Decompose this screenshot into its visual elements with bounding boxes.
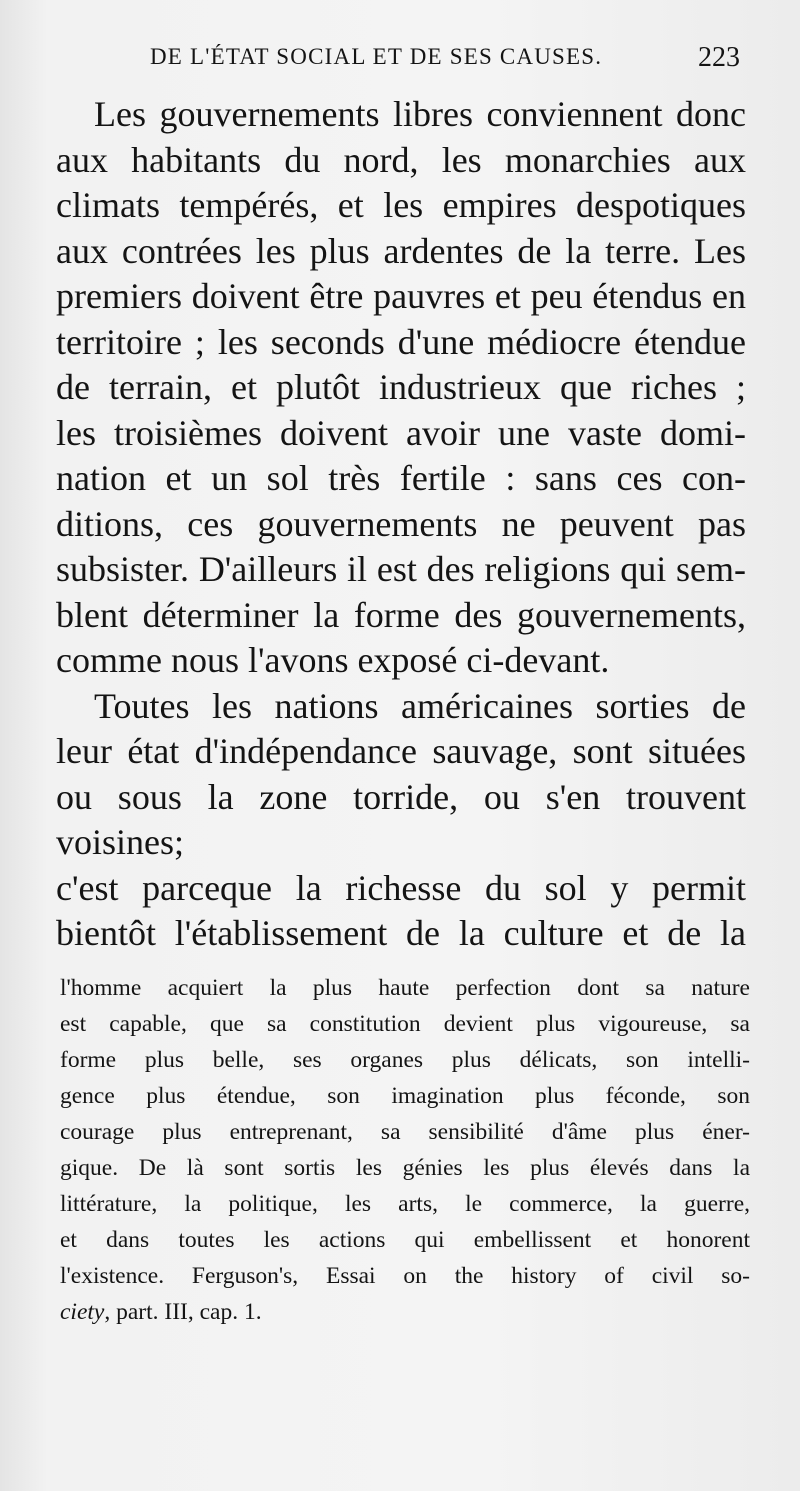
footnote-lines: l'homme acquiert la plus haute perfection dont sa nature est capable, que sa constitution devient plus vigoureuse, sa forme plus belle, ses organes plus délicats, son intelli- gence plus étendue, son imagination plus féconde, son courage plus entreprenant, sa sensibilité d'âme plus éner- gique. De là sont sortis les génies les plus élevés dans la littérature, la politique, les arts, le commerce, la guerre, et dans toutes les actions qui embellissent et honorent l'existence. Ferguson's, Essai on the history of civil so- [60,975,750,1289]
footnote-title-italic: ciety [60,1299,105,1325]
paragraph-1: Les gouvernements libres conviennent donc aux habitants du nord, les monarchies aux climats tempérés, et les empires despotiques aux contrées les plus ardentes de la terre. Les premiers doivent être pauvres et peu étendus en territoire ; les seconds d'une médiocre étendue de terrain, et plutôt industrieux que riches ; les troisièmes doivent avoir une vaste domi- nation et un sol très fertile : sans ces con- ditions, ces gouvernements ne peuvent pas subsister. D'ailleurs il est des religions qui sem- blent déterminer la forme des gouvernements, [56,94,746,635]
footnote [60,970,750,1330]
page-header [150,44,740,78]
running-head: DE L'ÉTAT SOCIAL ET DE SES CAUSES. [150,44,603,69]
main-text [56,92,746,957]
footnote-tail [60,1294,750,1330]
footnote-citation: , part. III, cap. 1. [104,1299,262,1325]
paragraph-2: Toutes les nations américaines sorties de leur état d'indépendance sauvage, sont situées ou sous la zone torride, ou s'en trouvent voisines; c'est parceque la richesse du sol y permit bientôt l'établissement de la culture et de la [56,685,746,953]
paragraph-1-last-line: comme nous l'avons exposé ci-devant. [56,640,610,680]
page-number: 223 [698,42,740,73]
